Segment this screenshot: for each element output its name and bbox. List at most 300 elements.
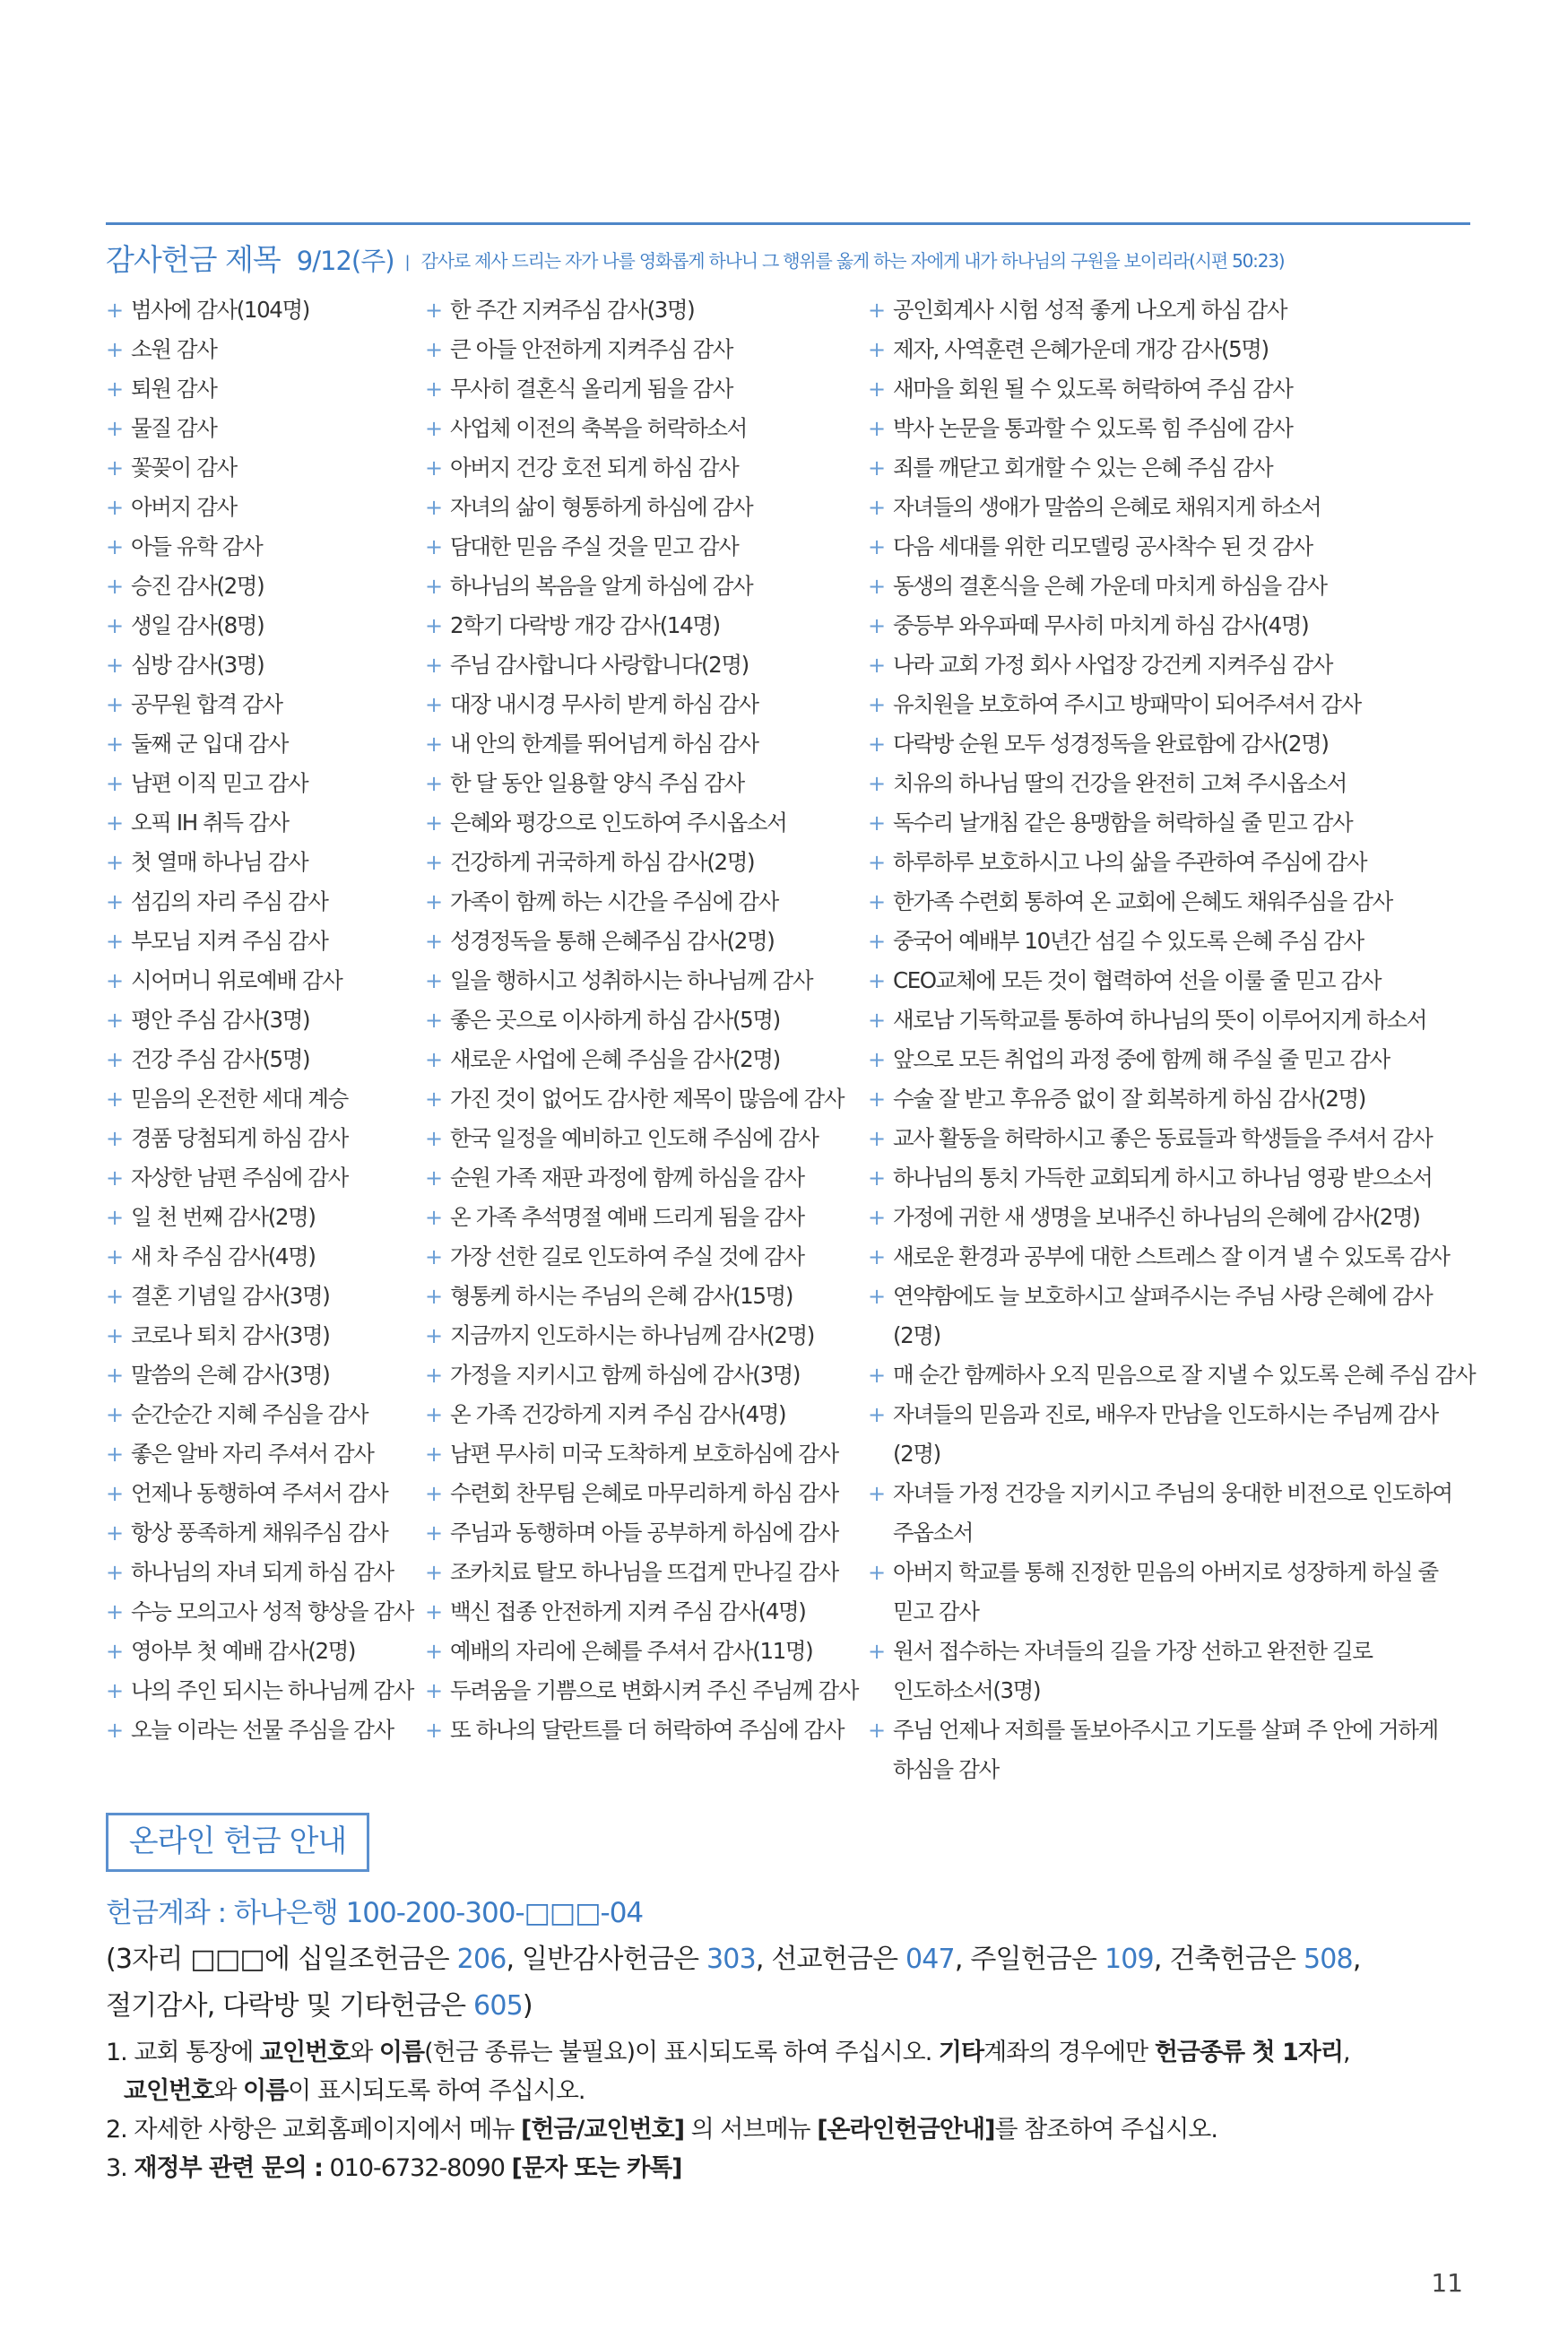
plus-icon: + bbox=[868, 613, 885, 638]
plus-icon: + bbox=[868, 1205, 885, 1230]
plus-icon: + bbox=[425, 1323, 442, 1348]
thanks-item bbox=[868, 606, 1477, 645]
thanks-item bbox=[106, 1000, 420, 1040]
plus-icon: + bbox=[425, 1165, 442, 1191]
plus-icon: + bbox=[106, 1244, 123, 1269]
thanks-item-text: 온 가족 추석명절 예배 드리게 됨을 감사 bbox=[450, 1204, 804, 1230]
thanks-item-text: 자녀들 가정 건강을 지키시고 주님의 웅대한 비전으로 인도하여 주옵소서 bbox=[893, 1480, 1452, 1546]
thanks-item bbox=[868, 1079, 1477, 1119]
thanks-item-text: 주님 감사합니다 사랑합니다(2명) bbox=[450, 652, 749, 678]
thanks-item-text: 일 천 번째 감사(2명) bbox=[131, 1204, 316, 1230]
thanks-item bbox=[425, 1316, 846, 1356]
thanks-item bbox=[868, 961, 1477, 1000]
thanks-item bbox=[425, 1513, 846, 1553]
thanks-item-text: 일을 행하시고 성취하시는 하나님께 감사 bbox=[450, 967, 813, 993]
offering-header bbox=[106, 237, 1486, 282]
code-tithe: 206 bbox=[456, 1944, 507, 1975]
thanks-item bbox=[106, 290, 420, 330]
plus-icon: + bbox=[868, 1481, 885, 1506]
note-bold: [문자 또는 카톡] bbox=[511, 2154, 682, 2182]
plus-icon: + bbox=[868, 534, 885, 559]
thanks-item bbox=[106, 448, 420, 488]
plus-icon: + bbox=[106, 692, 123, 717]
offering-codes bbox=[106, 1936, 1451, 2030]
thanks-item-text: 제자, 사역훈련 은혜가운데 개강 감사(5명) bbox=[893, 336, 1269, 362]
thanks-item bbox=[868, 290, 1477, 330]
thanks-item-text: 새로운 사업에 은혜 주심을 감사(2명) bbox=[450, 1046, 780, 1072]
thanks-item bbox=[868, 409, 1477, 448]
thanks-item bbox=[106, 1474, 420, 1513]
plus-icon: + bbox=[106, 1126, 123, 1151]
thanks-item bbox=[106, 1356, 420, 1395]
thanks-item bbox=[868, 1000, 1477, 1040]
plus-icon: + bbox=[868, 337, 885, 362]
note-2 bbox=[106, 2110, 1486, 2149]
thanks-item bbox=[425, 527, 846, 567]
plus-icon: + bbox=[868, 1165, 885, 1191]
thanks-item-text: 독수리 날개침 같은 용맹함을 허락하실 줄 믿고 감사 bbox=[893, 810, 1353, 836]
thanks-item bbox=[868, 843, 1477, 882]
thanks-item-text: 좋은 알바 자리 주셔서 감사 bbox=[131, 1441, 374, 1467]
thanks-item-text: 온 가족 건강하게 지켜 주심 감사(4명) bbox=[450, 1401, 786, 1427]
thanks-item-text: 하나님의 통치 가득한 교회되게 하시고 하나님 영광 받으소서 bbox=[893, 1165, 1433, 1191]
plus-icon: + bbox=[868, 1284, 885, 1309]
thanks-item-text: 한국 일정을 예비하고 인도해 주심에 감사 bbox=[450, 1125, 819, 1151]
plus-icon: + bbox=[106, 337, 123, 362]
plus-icon: + bbox=[425, 810, 442, 836]
thanks-item-text: 오늘 이라는 선물 주심을 감사 bbox=[131, 1717, 394, 1743]
note-bold: 이름 bbox=[243, 2077, 289, 2105]
thanks-item bbox=[425, 1553, 846, 1592]
thanks-item-text: 수능 모의고사 성적 향상을 감사 bbox=[131, 1598, 414, 1624]
thanks-item-text: 하나님의 복음을 알게 하심에 감사 bbox=[450, 573, 753, 599]
thanks-item-text: 중등부 와우파떼 무사히 마치게 하심 감사(4명) bbox=[893, 612, 1309, 638]
codes-text: , 건축헌금은 bbox=[1153, 1944, 1304, 1975]
plus-icon: + bbox=[425, 1520, 442, 1546]
plus-icon: + bbox=[425, 1678, 442, 1703]
plus-icon: + bbox=[868, 377, 885, 402]
bible-verse: 감사로 제사 드리는 자가 나를 영화롭게 하나니 그 행위를 옳게 하는 자에게 내가 하나님의 구원을 보이리라(시편 50:23) bbox=[420, 250, 1285, 272]
plus-icon: + bbox=[106, 1560, 123, 1585]
section-date: 9/12(주) bbox=[296, 246, 394, 276]
thanks-item-text: 수련회 찬무팀 은혜로 마무리하게 하심 감사 bbox=[450, 1480, 838, 1506]
plus-icon: + bbox=[425, 771, 442, 796]
thanks-item-text: 아버지 감사 bbox=[131, 494, 237, 520]
thanks-item-text: 자녀들의 믿음과 진로, 배우자 만남을 인도하시는 주님께 감사(2명) bbox=[893, 1401, 1438, 1467]
thanks-item-text: 동생의 결혼식을 은혜 가운데 마치게 하심을 감사 bbox=[893, 573, 1327, 599]
plus-icon: + bbox=[106, 1520, 123, 1546]
thanks-item bbox=[425, 488, 846, 527]
plus-icon: + bbox=[106, 1363, 123, 1388]
thanks-item-text: 심방 감사(3명) bbox=[131, 652, 264, 678]
thanks-item-text: 결혼 기념일 감사(3명) bbox=[131, 1283, 330, 1309]
plus-icon: + bbox=[868, 455, 885, 481]
plus-icon: + bbox=[106, 653, 123, 678]
thanks-item-text: 자녀들의 생애가 말씀의 은혜로 채워지게 하소서 bbox=[893, 494, 1321, 520]
thanks-item bbox=[106, 1316, 420, 1356]
note-text: 2. 자세한 사항은 교회홈페이지에서 메뉴 bbox=[106, 2116, 521, 2144]
plus-icon: + bbox=[868, 1008, 885, 1033]
plus-icon: + bbox=[425, 574, 442, 599]
plus-icon: + bbox=[106, 574, 123, 599]
thanks-item bbox=[106, 527, 420, 567]
thanks-item bbox=[106, 1079, 420, 1119]
plus-icon: + bbox=[868, 1560, 885, 1585]
thanks-item bbox=[868, 448, 1477, 488]
thanks-item bbox=[425, 1632, 846, 1671]
plus-icon: + bbox=[425, 1442, 442, 1467]
thanks-item bbox=[425, 1434, 846, 1474]
note-bold: [헌금/교인번호] bbox=[521, 2116, 685, 2144]
thanks-item bbox=[106, 645, 420, 685]
thanks-item-text: 또 하나의 달란트를 더 허락하여 주심에 감사 bbox=[450, 1717, 845, 1743]
thanks-item-text: 한가족 수련회 통하여 온 교회에 은혜도 채워주심을 감사 bbox=[893, 888, 1392, 914]
thanks-item bbox=[425, 606, 846, 645]
thanks-item-text: 믿음의 온전한 세대 계승 bbox=[131, 1086, 348, 1112]
thanks-item-text: 교사 활동을 허락하시고 좋은 동료들과 학생들을 주셔서 감사 bbox=[893, 1125, 1433, 1151]
thanks-item bbox=[868, 567, 1477, 606]
thanks-item bbox=[868, 369, 1477, 409]
thanks-item-text: 물질 감사 bbox=[131, 415, 217, 441]
thanks-item bbox=[425, 1198, 846, 1237]
note-text: (헌금 종류는 불필요)이 표시되도록 하여 주십시오. bbox=[424, 2039, 939, 2066]
plus-icon: + bbox=[868, 1047, 885, 1072]
thanks-item bbox=[106, 1513, 420, 1553]
thanks-item-text: 새로운 환경과 공부에 대한 스트레스 잘 이겨 낼 수 있도록 감사 bbox=[893, 1243, 1450, 1269]
plus-icon: + bbox=[425, 850, 442, 875]
thanks-item-text: 나의 주인 되시는 하나님께 감사 bbox=[131, 1677, 414, 1703]
thanks-item bbox=[868, 803, 1477, 843]
thanks-item bbox=[425, 724, 846, 764]
note-text: 의 서브메뉴 bbox=[684, 2116, 818, 2144]
thanks-item bbox=[425, 803, 846, 843]
thanks-item-text: 유치원을 보호하여 주시고 방패막이 되어주셔서 감사 bbox=[893, 691, 1361, 717]
thanks-item-text: 한 주간 지켜주심 감사(3명) bbox=[450, 297, 695, 323]
plus-icon: + bbox=[106, 1442, 123, 1467]
plus-icon: + bbox=[868, 298, 885, 323]
note-text: 3. bbox=[106, 2154, 134, 2182]
note-1-continued bbox=[106, 2072, 1486, 2110]
code-mission: 047 bbox=[905, 1944, 955, 1975]
thanks-item-text: 주님 언제나 저희를 돌보아주시고 기도를 살펴 주 안에 거하게 하심을 감사 bbox=[893, 1717, 1438, 1782]
plus-icon: + bbox=[425, 495, 442, 520]
thanks-item-text: 생일 감사(8명) bbox=[131, 612, 264, 638]
thanks-item bbox=[425, 1079, 846, 1119]
thanks-item bbox=[425, 1000, 846, 1040]
plus-icon: + bbox=[868, 1402, 885, 1427]
plus-icon: + bbox=[868, 692, 885, 717]
thanks-item bbox=[425, 448, 846, 488]
thanks-item bbox=[868, 1474, 1477, 1553]
thanks-item-text: 아버지 건강 호전 되게 하심 감사 bbox=[450, 455, 739, 481]
thanks-item bbox=[106, 488, 420, 527]
note-text: 와 bbox=[350, 2039, 379, 2066]
plus-icon: + bbox=[106, 1599, 123, 1624]
thanks-item-text: 지금까지 인도하시는 하나님께 감사(2명) bbox=[450, 1322, 814, 1348]
plus-icon: + bbox=[425, 1639, 442, 1664]
thanks-item bbox=[106, 330, 420, 369]
thanks-item bbox=[106, 1040, 420, 1079]
thanks-item bbox=[425, 409, 846, 448]
thanks-item bbox=[106, 1277, 420, 1316]
plus-icon: + bbox=[868, 1718, 885, 1743]
thanks-item bbox=[106, 803, 420, 843]
thanks-item-text: 백신 접종 안전하게 지켜 주심 감사(4명) bbox=[450, 1598, 806, 1624]
note-bold: 재정부 관련 문의 : bbox=[134, 2154, 323, 2182]
thanks-item-text: 공무원 합격 감사 bbox=[131, 691, 282, 717]
thanks-item-text: 한 달 동안 일용할 양식 주심 감사 bbox=[450, 770, 744, 796]
plus-icon: + bbox=[425, 929, 442, 954]
plus-icon: + bbox=[106, 732, 123, 757]
plus-icon: + bbox=[868, 889, 885, 914]
offering-notes bbox=[106, 2033, 1486, 2187]
thanks-item-text: 앞으로 모든 취업의 과정 중에 함께 해 주실 줄 믿고 감사 bbox=[893, 1046, 1390, 1072]
note-3 bbox=[106, 2149, 1486, 2187]
plus-icon: + bbox=[106, 1284, 123, 1309]
plus-icon: + bbox=[425, 692, 442, 717]
plus-icon: + bbox=[106, 1087, 123, 1112]
thanks-item bbox=[425, 1158, 846, 1198]
thanks-item-text: 평안 주심 감사(3명) bbox=[131, 1007, 310, 1033]
thanks-column-2 bbox=[425, 290, 859, 1750]
thanks-item-text: 나라 교회 가정 회사 사업장 강건케 지켜주심 감사 bbox=[893, 652, 1333, 678]
thanks-item bbox=[425, 567, 846, 606]
thanks-item bbox=[106, 764, 420, 803]
thanks-item-text: 2학기 다락방 개강 감사(14명) bbox=[450, 612, 720, 638]
thanks-item-text: 승진 감사(2명) bbox=[131, 573, 264, 599]
note-bold: 교인번호 bbox=[124, 2077, 214, 2105]
thanks-item bbox=[425, 1711, 846, 1750]
online-offering-title: 온라인 헌금 안내 bbox=[106, 1813, 369, 1872]
thanks-item-text: 언제나 동행하여 주셔서 감사 bbox=[131, 1480, 388, 1506]
thanks-item-text: 원서 접수하는 자녀들의 길을 가장 선하고 완전한 길로 인도하소서(3명) bbox=[893, 1638, 1373, 1703]
note-text: 계좌의 경우에만 bbox=[983, 2039, 1155, 2066]
thanks-item-text: 박사 논문을 통과할 수 있도록 힘 주심에 감사 bbox=[893, 415, 1293, 441]
thanks-item bbox=[868, 1395, 1477, 1474]
plus-icon: + bbox=[425, 653, 442, 678]
thanks-item bbox=[425, 1671, 859, 1711]
thanks-item-text: 연약함에도 늘 보호하시고 살펴주시는 주님 사랑 은혜에 감사(2명) bbox=[893, 1283, 1433, 1348]
header-separator: | bbox=[404, 253, 411, 272]
thanks-item-text: 다락방 순원 모두 성경정독을 완료함에 감사(2명) bbox=[893, 731, 1329, 757]
thanks-item-text: 섬김의 자리 주심 감사 bbox=[131, 888, 328, 914]
plus-icon: + bbox=[425, 1047, 442, 1072]
thanks-item-text: 대장 내시경 무사히 받게 하심 감사 bbox=[450, 691, 758, 717]
thanks-item-text: 새 차 주심 감사(4명) bbox=[131, 1243, 316, 1269]
page-number: 11 bbox=[1431, 2268, 1463, 2298]
plus-icon: + bbox=[106, 1718, 123, 1743]
plus-icon: + bbox=[425, 613, 442, 638]
plus-icon: + bbox=[868, 1363, 885, 1388]
codes-text: , bbox=[1352, 1944, 1361, 1975]
thanks-item-text: 부모님 지켜 주심 감사 bbox=[131, 928, 328, 954]
codes-text: , 일반감사헌금은 bbox=[506, 1944, 706, 1975]
plus-icon: + bbox=[425, 1481, 442, 1506]
plus-icon: + bbox=[106, 968, 123, 993]
plus-icon: + bbox=[106, 416, 123, 441]
thanks-item-text: 영아부 첫 예배 감사(2명) bbox=[131, 1638, 356, 1664]
thanks-item bbox=[868, 527, 1477, 567]
plus-icon: + bbox=[425, 455, 442, 481]
section-title: 감사헌금 제목 bbox=[106, 242, 281, 277]
thanks-item-text: 예배의 자리에 은혜를 주셔서 감사(11명) bbox=[450, 1638, 813, 1664]
plus-icon: + bbox=[425, 1087, 442, 1112]
code-thanks: 303 bbox=[706, 1944, 756, 1975]
codes-text: , 주일헌금은 bbox=[954, 1944, 1105, 1975]
plus-icon: + bbox=[425, 889, 442, 914]
thanks-item bbox=[106, 724, 420, 764]
thanks-item-text: 성경정독을 통해 은혜주심 감사(2명) bbox=[450, 928, 775, 954]
thanks-item bbox=[868, 1158, 1477, 1198]
thanks-item-text: 조카치료 탈모 하나님을 뜨겁게 만나길 감사 bbox=[450, 1559, 838, 1585]
thanks-item-text: 큰 아들 안전하게 지켜주심 감사 bbox=[450, 336, 733, 362]
thanks-item-text: 시어머니 위로예배 감사 bbox=[131, 967, 342, 993]
thanks-item bbox=[106, 1553, 420, 1592]
offering-codes-line-2 bbox=[106, 1983, 1451, 2030]
thanks-item-text: 퇴원 감사 bbox=[131, 376, 217, 402]
note-1 bbox=[106, 2033, 1486, 2072]
thanks-item-text: 새마을 회원 될 수 있도록 허락하여 주심 감사 bbox=[893, 376, 1293, 402]
plus-icon: + bbox=[868, 929, 885, 954]
plus-icon: + bbox=[425, 377, 442, 402]
plus-icon: + bbox=[106, 1678, 123, 1703]
thanks-item bbox=[106, 1592, 420, 1632]
plus-icon: + bbox=[868, 1244, 885, 1269]
plus-icon: + bbox=[425, 1244, 442, 1269]
thanks-item bbox=[106, 1237, 420, 1277]
plus-icon: + bbox=[868, 653, 885, 678]
plus-icon: + bbox=[106, 929, 123, 954]
thanks-item bbox=[425, 922, 846, 961]
thanks-item-text: 치유의 하나님 딸의 건강을 완전히 고쳐 주시옵소서 bbox=[893, 770, 1347, 796]
thanks-item bbox=[106, 1395, 420, 1434]
thanks-item-text: 경품 당첨되게 하심 감사 bbox=[131, 1125, 348, 1151]
thanks-item bbox=[106, 1198, 420, 1237]
code-other: 605 bbox=[473, 1990, 523, 2022]
thanks-item bbox=[106, 606, 420, 645]
thanks-item bbox=[868, 764, 1477, 803]
codes-text: 절기감사, 다락방 및 기타헌금은 bbox=[106, 1990, 474, 2022]
thanks-item bbox=[425, 1592, 846, 1632]
thanks-item-text: 남편 이직 믿고 감사 bbox=[131, 770, 308, 796]
thanks-column-3 bbox=[868, 290, 1477, 1789]
thanks-item-text: 가정을 지키시고 함께 하심에 감사(3명) bbox=[450, 1362, 801, 1388]
thanks-item-text: 소원 감사 bbox=[131, 336, 217, 362]
thanks-item-text: 담대한 믿음 주실 것을 믿고 감사 bbox=[450, 533, 739, 559]
thanks-item bbox=[106, 1671, 420, 1711]
plus-icon: + bbox=[868, 850, 885, 875]
thanks-item bbox=[425, 1277, 846, 1316]
thanks-item bbox=[868, 724, 1477, 764]
plus-icon: + bbox=[425, 1599, 442, 1624]
note-text: 010-6732-8090 bbox=[322, 2154, 512, 2182]
thanks-item bbox=[425, 1040, 846, 1079]
note-bold: 교인번호 bbox=[259, 2039, 351, 2066]
note-text: 를 참조하여 주십시오. bbox=[994, 2116, 1217, 2144]
codes-text: ) bbox=[522, 1990, 533, 2022]
thanks-item-text: 자녀의 삶이 형통하게 하심에 감사 bbox=[450, 494, 753, 520]
thanks-item bbox=[106, 843, 420, 882]
thanks-item-text: 꽃꽂이 감사 bbox=[131, 455, 237, 481]
thanks-item-text: 항상 풍족하게 채워주심 감사 bbox=[131, 1520, 388, 1546]
note-text: , bbox=[1342, 2039, 1350, 2066]
thanks-item-text: 주님과 동행하며 아들 공부하게 하심에 감사 bbox=[450, 1520, 838, 1546]
plus-icon: + bbox=[106, 455, 123, 481]
thanks-item-text: 남편 무사히 미국 도착하게 보호하심에 감사 bbox=[450, 1441, 838, 1467]
thanks-item bbox=[106, 409, 420, 448]
thanks-item bbox=[106, 961, 420, 1000]
thanks-item-text: 중국어 예배부 10년간 섬길 수 있도록 은혜 주심 감사 bbox=[893, 928, 1364, 954]
thanks-item bbox=[106, 369, 420, 409]
plus-icon: + bbox=[868, 495, 885, 520]
thanks-item bbox=[868, 1277, 1477, 1356]
plus-icon: + bbox=[106, 1323, 123, 1348]
thanks-item-text: 순간순간 지혜 주심을 감사 bbox=[131, 1401, 368, 1427]
plus-icon: + bbox=[868, 771, 885, 796]
plus-icon: + bbox=[425, 416, 442, 441]
header-rule bbox=[106, 222, 1470, 225]
plus-icon: + bbox=[425, 1284, 442, 1309]
thanks-item-text: 오픽 IH 취득 감사 bbox=[131, 810, 289, 836]
thanks-item bbox=[868, 922, 1477, 961]
thanks-item bbox=[106, 685, 420, 724]
plus-icon: + bbox=[868, 1126, 885, 1151]
thanks-item-text: 코로나 퇴치 감사(3명) bbox=[131, 1322, 330, 1348]
thanks-item-text: 가정에 귀한 새 생명을 보내주신 하나님의 은혜에 감사(2명) bbox=[893, 1204, 1420, 1230]
thanks-item bbox=[425, 369, 846, 409]
thanks-item-text: 형통케 하시는 주님의 은혜 감사(15명) bbox=[450, 1283, 793, 1309]
thanks-item bbox=[425, 764, 846, 803]
thanks-item-text: 새로남 기독학교를 통하여 하나님의 뜻이 이루어지게 하소서 bbox=[893, 1007, 1426, 1033]
plus-icon: + bbox=[106, 1481, 123, 1506]
thanks-item bbox=[425, 1119, 846, 1158]
plus-icon: + bbox=[868, 416, 885, 441]
thanks-item bbox=[425, 961, 846, 1000]
thanks-item bbox=[868, 882, 1477, 922]
note-bold: 이름 bbox=[378, 2039, 425, 2066]
thanks-item bbox=[425, 685, 846, 724]
offering-codes-line-1 bbox=[106, 1936, 1451, 1983]
thanks-item-text: 건강 주심 감사(5명) bbox=[131, 1046, 310, 1072]
code-building: 508 bbox=[1303, 1944, 1353, 1975]
codes-text: , 선교헌금은 bbox=[755, 1944, 905, 1975]
thanks-item bbox=[868, 488, 1477, 527]
thanks-item-text: 다음 세대를 위한 리모델링 공사착수 된 것 감사 bbox=[893, 533, 1312, 559]
thanks-item-text: 수술 잘 받고 후유증 없이 잘 회복하게 하심 감사(2명) bbox=[893, 1086, 1365, 1112]
thanks-item bbox=[106, 1632, 420, 1671]
plus-icon: + bbox=[106, 1165, 123, 1191]
thanks-item-text: 가진 것이 없어도 감사한 제목이 많음에 감사 bbox=[450, 1086, 845, 1112]
plus-icon: + bbox=[106, 298, 123, 323]
plus-icon: + bbox=[868, 1639, 885, 1664]
plus-icon: + bbox=[106, 377, 123, 402]
plus-icon: + bbox=[868, 732, 885, 757]
codes-text: (3자리 □□□에 십일조헌금은 bbox=[106, 1944, 457, 1975]
plus-icon: + bbox=[106, 1008, 123, 1033]
thanks-item-text: 말씀의 은혜 감사(3명) bbox=[131, 1362, 330, 1388]
plus-icon: + bbox=[425, 1363, 442, 1388]
thanks-item-text: 범사에 감사(104명) bbox=[131, 297, 309, 323]
plus-icon: + bbox=[425, 1008, 442, 1033]
plus-icon: + bbox=[106, 810, 123, 836]
thanks-item bbox=[868, 330, 1477, 369]
plus-icon: + bbox=[425, 1718, 442, 1743]
thanks-item bbox=[868, 685, 1477, 724]
thanks-item bbox=[868, 1711, 1477, 1789]
plus-icon: + bbox=[106, 771, 123, 796]
thanks-item bbox=[868, 1119, 1477, 1158]
plus-icon: + bbox=[425, 534, 442, 559]
